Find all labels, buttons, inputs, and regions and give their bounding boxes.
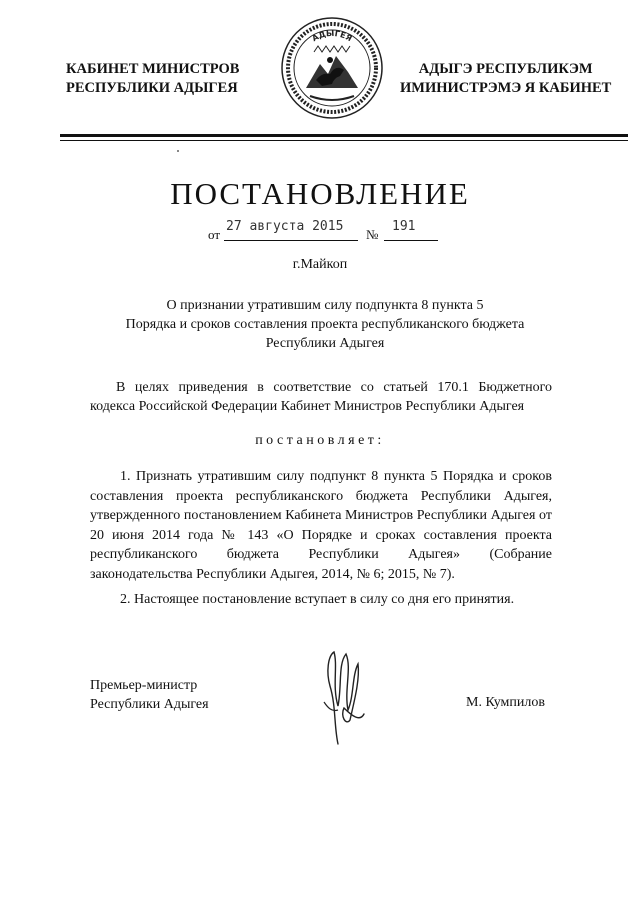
resolves-heading: постановляет: (255, 433, 385, 448)
subject-line1: О признании утратившим силу подпункта 8 пункта 5 (166, 298, 484, 313)
header-rule-thick (60, 134, 628, 137)
city: г.Майкоп (292, 257, 348, 272)
header-rule-thin (60, 140, 628, 141)
header-right-org (400, 60, 611, 98)
header-right-line1: АДЫГЭ РЕСПУБЛИКЭМ (418, 61, 593, 77)
number-label: № (366, 227, 379, 242)
signatory-position (90, 676, 209, 714)
subject-line3: Республики Адыгея (265, 336, 385, 351)
header-left-org (66, 60, 239, 98)
date-label: от (208, 227, 221, 242)
signatory-position-line1: Премьер-министр (90, 678, 198, 693)
date-value: 27 августа 2015 (226, 219, 344, 234)
document-subject (100, 296, 550, 353)
header-left-line1: КАБИНЕТ МИНИСТРОВ (66, 61, 240, 77)
seal-text: АДЫГЕЯ (310, 28, 354, 44)
resolution-item-2: 2. Настоящее постановление вступает в силу со дня его принятия. (120, 592, 515, 607)
signatory-position-line2: Республики Адыгея (90, 697, 209, 712)
document-title: ПОСТАНОВЛЕНИЕ (170, 176, 470, 211)
scan-speck (177, 150, 179, 152)
subject-line2: Порядка и сроков составления проекта республиканского бюджета (125, 317, 525, 332)
signatory-name: М. Кумпилов (466, 695, 545, 710)
preamble-paragraph: В целях приведения в соответствие со статьей 170.1 Бюджетного кодекса Российской Федерации Кабинет Министров Республики Адыгея (90, 380, 552, 414)
number-value: 191 (392, 219, 416, 234)
header-right-line2: ИМИНИСТРЭМЭ Я КАБИНЕТ (400, 80, 612, 96)
handwritten-signature (308, 646, 372, 748)
date-underline (224, 240, 358, 241)
resolution-item-1: 1. Признать утратившим силу подпункт 8 пункта 5 Порядка и сроков составления проекта республиканского бюджета Республики Адыгея, утвержденного постановлением Кабинета Министров Республики Адыгея от 20 июня 2014 года № 143 «О Порядке и сроках составления проекта республиканского бюджета Республики Адыгея» (Собрание законодательства Республики Адыгея, 2014, № 6; 2015, № 7). (90, 469, 552, 582)
header-left-line2: РЕСПУБЛИКИ АДЫГЕЯ (66, 80, 238, 96)
coat-of-arms-seal (280, 16, 384, 120)
number-underline (384, 240, 438, 241)
